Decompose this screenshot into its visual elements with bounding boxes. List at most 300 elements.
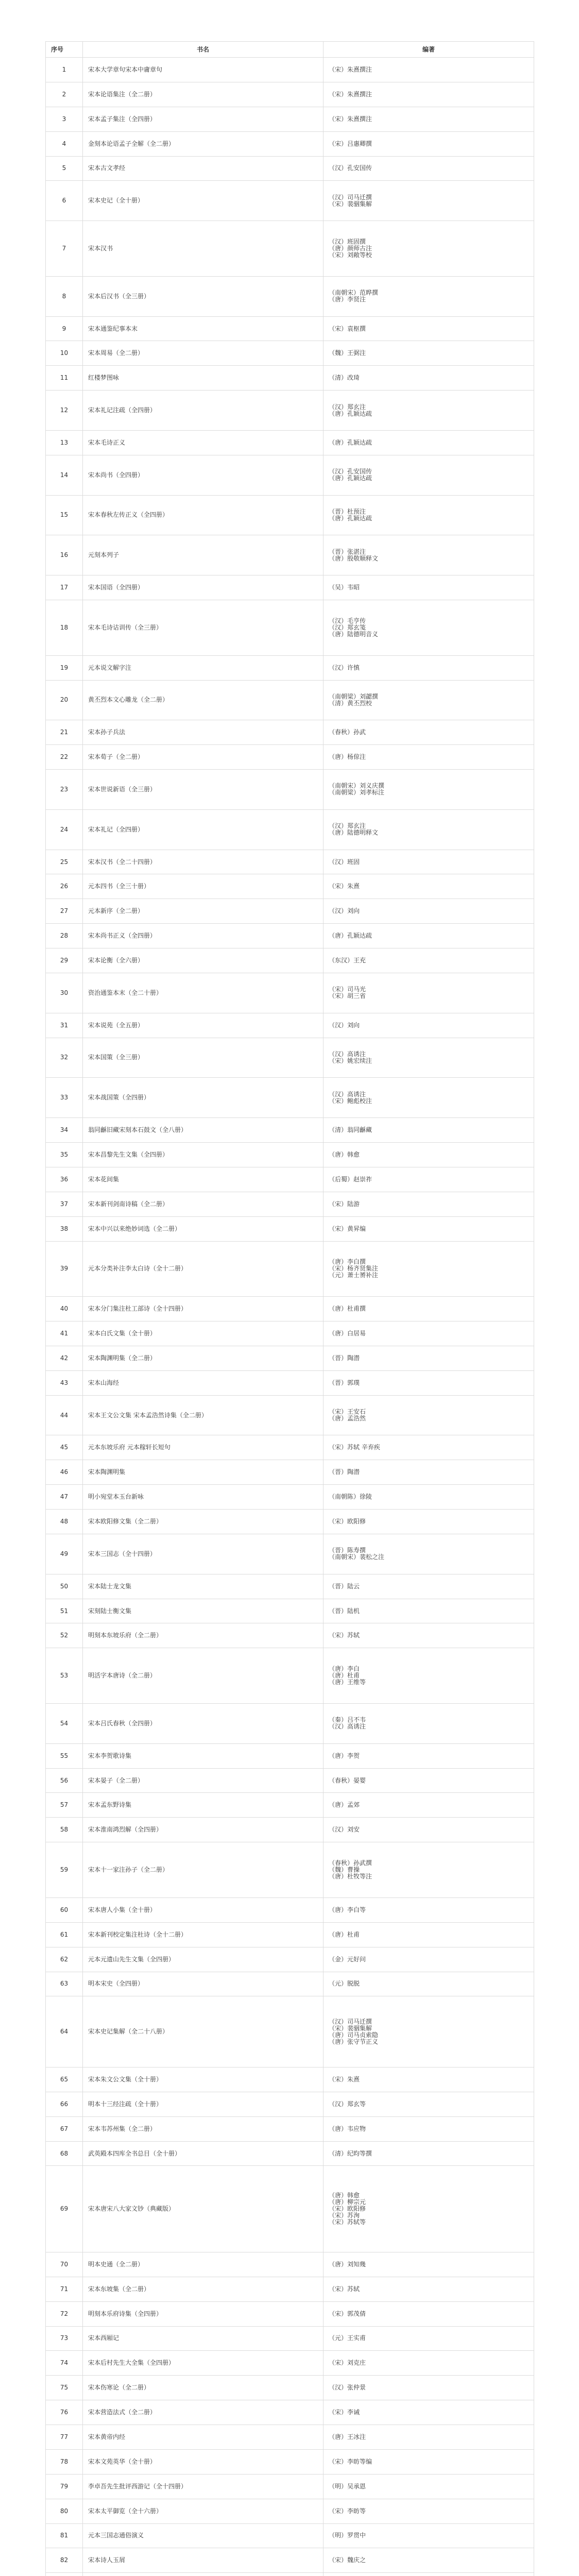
table-row (46, 1996, 534, 2067)
book-authors (323, 1143, 534, 1167)
author-line: （唐）白居易 (329, 1329, 366, 1337)
row-number: 60 (46, 1897, 83, 1922)
author-line: （唐）杜牧等注 (329, 1873, 372, 1880)
book-authors (323, 2141, 534, 2166)
row-number: 21 (46, 720, 83, 745)
book-title: 宋本国语（全四册） (83, 575, 323, 600)
book-authors (323, 1435, 534, 1460)
table-row (46, 680, 534, 720)
author-line: （宋）欧阳修 (329, 1517, 366, 1525)
book-title: 宋本白氏文集（全十册） (83, 1321, 323, 1346)
row-number: 12 (46, 391, 83, 431)
row-number: 66 (46, 2092, 83, 2116)
row-number: 33 (46, 1078, 83, 1118)
book-authors (323, 1743, 534, 1768)
author-line: （宋）李昉等 (329, 2507, 366, 2515)
author-line: （汉）郑玄注 (329, 822, 366, 830)
row-number: 39 (46, 1241, 83, 1297)
author-line: （秦）吕不韦 (329, 1716, 366, 1724)
table-row (46, 1460, 534, 1485)
table-row (46, 1818, 534, 1842)
author-line: （唐）李贤注 (329, 296, 366, 303)
row-number: 70 (46, 2252, 83, 2277)
table-row (46, 535, 534, 575)
book-authors (323, 366, 534, 391)
author-line: （唐）李白 (329, 1665, 360, 1673)
book-authors (323, 2116, 534, 2141)
table-row (46, 850, 534, 874)
book-title: 宋本说苑（全五册） (83, 1013, 323, 1038)
author-line: （唐）王冰注 (329, 2433, 366, 2441)
table-row (46, 899, 534, 924)
book-title: 黄丕烈本文心雕龙（全二册） (83, 680, 323, 720)
author-line: （南朝宋）范晔撰 (329, 289, 379, 297)
book-title: 宋本文苑英华（全十册） (83, 2449, 323, 2474)
author-line: （汉）高诱注 (329, 1090, 366, 1098)
row-number: 31 (46, 1013, 83, 1038)
book-title: 宋本陆士龙文集 (83, 1574, 323, 1599)
author-line: （清）翁同龢藏 (329, 1126, 372, 1134)
row-number: 4 (46, 131, 83, 156)
author-line: （汉）司马迁撰 (329, 2018, 372, 2025)
row-number: 38 (46, 1216, 83, 1241)
book-title: 宋本唐宋八大家文钞（典藏版） (83, 2166, 323, 2252)
author-line: （宋）苏轼 (329, 1632, 360, 1639)
author-line: （宋）司马光 (329, 986, 366, 993)
column-header-title: 书名 (83, 42, 323, 58)
book-authors (323, 82, 534, 107)
author-line: （南朝宋）裴松之注 (329, 1553, 385, 1561)
book-authors (323, 1038, 534, 1078)
book-authors (323, 1842, 534, 1898)
table-row (46, 2141, 534, 2166)
book-authors (323, 1241, 534, 1297)
book-title: 宋本晏子（全二册） (83, 1768, 323, 1793)
book-title: 明小宛堂本玉台新咏 (83, 1485, 323, 1510)
table-body (46, 58, 534, 2576)
row-number: 78 (46, 2449, 83, 2474)
author-line: （汉）许慎 (329, 664, 360, 671)
author-line: （唐）孟郊 (329, 1801, 360, 1809)
book-authors (323, 2277, 534, 2301)
author-line: （宋）李诫 (329, 2409, 360, 2416)
author-line: （唐）柳宗元 (329, 2198, 366, 2206)
table-row (46, 1599, 534, 1623)
book-title: 宋本黄帝内经 (83, 2425, 323, 2450)
book-title: 宋本朱文公文集（全十册） (83, 2067, 323, 2092)
row-number: 13 (46, 430, 83, 455)
book-title: 元本东坡乐府 元本稼轩长短句 (83, 1435, 323, 1460)
table-row (46, 2523, 534, 2548)
table-row (46, 82, 534, 107)
book-title: 宋本太平御览（全十六册） (83, 2499, 323, 2523)
book-authors (323, 391, 534, 431)
book-authors (323, 1118, 534, 1143)
row-number: 75 (46, 2376, 83, 2400)
table-row (46, 2376, 534, 2400)
book-authors (323, 899, 534, 924)
author-line: （宋）魏庆之 (329, 2556, 366, 2564)
table-row (46, 1297, 534, 1321)
table-row (46, 600, 534, 656)
author-line: （唐）司马贞索隐 (329, 2031, 379, 2039)
table-row (46, 1897, 534, 1922)
table-row (46, 2548, 534, 2573)
row-number: 15 (46, 495, 83, 535)
author-line: （元）萧士赟补注 (329, 1272, 379, 1279)
table-row (46, 1143, 534, 1167)
book-title: 宋刻陆士衡文集 (83, 1599, 323, 1623)
table-row (46, 2573, 534, 2576)
book-title: 宋本史记集解（全二十八册） (83, 1996, 323, 2067)
table-row (46, 575, 534, 600)
row-number: 63 (46, 1972, 83, 1996)
author-line: （宋）朱熹撰注 (329, 65, 372, 73)
book-authors (323, 1167, 534, 1192)
author-line: （汉）高诱注 (329, 1050, 366, 1058)
row-number: 43 (46, 1370, 83, 1395)
table-row (46, 770, 534, 810)
row-number: 9 (46, 316, 83, 341)
author-line: （汉）孔安国传 (329, 468, 372, 476)
table-row (46, 1947, 534, 1972)
row-number: 25 (46, 850, 83, 874)
author-line: （宋）苏轼 辛弃疾 (329, 1444, 380, 1451)
book-title: 宋本孟子集注（全四册） (83, 107, 323, 131)
row-number: 40 (46, 1297, 83, 1321)
book-authors (323, 2301, 534, 2326)
table-row (46, 720, 534, 745)
table-row (46, 1192, 534, 1216)
author-line: （春秋）孙武 (329, 728, 366, 736)
book-authors (323, 1818, 534, 1842)
book-authors (323, 535, 534, 575)
author-line: （南朝陈）徐陵 (329, 1493, 372, 1501)
book-title: 元本元遗山先生文集（全四册） (83, 1947, 323, 1972)
table-row (46, 221, 534, 277)
row-number: 58 (46, 1818, 83, 1842)
author-line: （宋）郭茂倩 (329, 2310, 366, 2317)
book-list-table (45, 41, 534, 2576)
row-number: 22 (46, 745, 83, 770)
row-number: 18 (46, 600, 83, 656)
author-line: （宋）苏轼 (329, 2285, 360, 2293)
book-title: 李卓吾先生批评西游记（全十四册） (83, 2474, 323, 2499)
book-authors (323, 575, 534, 600)
table-row (46, 455, 534, 495)
book-authors (323, 1078, 534, 1118)
author-line: （魏）王弼注 (329, 349, 366, 357)
column-header-authors: 编著 (323, 42, 534, 58)
row-number: 17 (46, 575, 83, 600)
row-number: 62 (46, 1947, 83, 1972)
row-number: 57 (46, 1793, 83, 1818)
author-line: （宋）朱熹 (329, 2075, 360, 2083)
book-title: 宋本吕氏春秋（全四册） (83, 1703, 323, 1743)
book-title: 宋本礼记（全四册） (83, 809, 323, 850)
table-row (46, 1534, 534, 1574)
book-authors (323, 156, 534, 181)
author-line: （唐）刘知幾 (329, 2260, 366, 2268)
book-authors (323, 2092, 534, 2116)
book-authors (323, 2166, 534, 2252)
book-authors (323, 2400, 534, 2425)
book-title: 宋本王文公文集 宋本孟浩然诗集（全二册） (83, 1395, 323, 1435)
row-number: 23 (46, 770, 83, 810)
row-number: 41 (46, 1321, 83, 1346)
table-row (46, 1648, 534, 1704)
book-authors (323, 1346, 534, 1370)
book-authors (323, 680, 534, 720)
row-number: 6 (46, 181, 83, 221)
row-number: 49 (46, 1534, 83, 1574)
book-title: 宋本荀子（全二册） (83, 745, 323, 770)
row-number: 29 (46, 948, 83, 973)
row-number: 79 (46, 2474, 83, 2499)
row-number: 47 (46, 1485, 83, 1510)
author-line: （唐）韩愈 (329, 1150, 360, 1158)
table-row (46, 430, 534, 455)
table-row (46, 107, 534, 131)
book-authors (323, 655, 534, 680)
row-number: 65 (46, 2067, 83, 2092)
author-line: （春秋）晏婴 (329, 1776, 366, 1784)
row-number: 44 (46, 1395, 83, 1435)
author-line: （汉）刘安 (329, 1826, 360, 1834)
row-number: 36 (46, 1167, 83, 1192)
table-row (46, 2092, 534, 2116)
author-line: （唐）陆德明音义 (329, 630, 379, 638)
author-line: （宋）杨齐贤集注 (329, 1265, 379, 1273)
author-line: （后蜀）赵崇祚 (329, 1175, 372, 1183)
table-row (46, 2499, 534, 2523)
author-line: （汉）郑玄注 (329, 403, 366, 411)
book-title: 明刻本东坡乐府（全二册） (83, 1623, 323, 1648)
author-line: （唐）李白撰 (329, 1258, 366, 1266)
table-row (46, 2425, 534, 2450)
table-row (46, 181, 534, 221)
book-title: 明刻本乐府诗集（全四册） (83, 2301, 323, 2326)
book-title: 资治通鉴本末（全二十册） (83, 973, 323, 1013)
row-number: 59 (46, 1842, 83, 1898)
book-authors (323, 1599, 534, 1623)
author-line: （清）纪昀等撰 (329, 2149, 372, 2157)
book-title: 宋本古文孝经 (83, 156, 323, 181)
book-authors (323, 745, 534, 770)
book-authors (323, 181, 534, 221)
table-row (46, 1510, 534, 1534)
author-line: （晋）陆机 (329, 1607, 360, 1615)
author-line: （汉）郑玄笺 (329, 623, 366, 631)
table-row (46, 276, 534, 316)
table-row (46, 1038, 534, 1078)
author-line: （宋）鲍彪校注 (329, 1097, 372, 1105)
row-number: 27 (46, 899, 83, 924)
author-line: （唐）王维等 (329, 1679, 366, 1686)
author-line: （宋）朱熹撰注 (329, 115, 372, 123)
author-line: （元）王实甫 (329, 2334, 366, 2342)
author-line: （晋）陶潜 (329, 1354, 360, 1362)
author-line: （唐）殷敬顺释文 (329, 554, 379, 562)
table-row (46, 1078, 534, 1118)
table-row (46, 1346, 534, 1370)
book-title: 宋本中兴以来绝妙词选（全二册） (83, 1216, 323, 1241)
author-line: （晋）陆云 (329, 1582, 360, 1590)
author-line: （南朝梁）刘孝标注 (329, 789, 385, 796)
book-title: 宋本论衡（全六册） (83, 948, 323, 973)
table-row (46, 1574, 534, 1599)
table-row (46, 1013, 534, 1038)
book-authors (323, 2351, 534, 2376)
book-title: 宋本营造法式（全二册） (83, 2400, 323, 2425)
author-line: （宋）裴骃集解 (329, 200, 372, 208)
book-title: 元本新序（全二册） (83, 899, 323, 924)
author-line: （宋）朱熹撰注 (329, 90, 372, 98)
author-line: （宋）苏轼等 (329, 2218, 366, 2226)
book-title: 宋本花间集 (83, 1167, 323, 1192)
row-number: 80 (46, 2499, 83, 2523)
table-row (46, 1370, 534, 1395)
table-row (46, 1972, 534, 1996)
table-row (46, 874, 534, 899)
book-authors (323, 131, 534, 156)
table-row (46, 655, 534, 680)
book-authors (323, 2499, 534, 2523)
row-number: 64 (46, 1996, 83, 2067)
author-line: （元）脱脱 (329, 1980, 360, 1988)
author-line: （清）黄丕烈校 (329, 699, 372, 707)
book-authors (323, 1192, 534, 1216)
author-line: （唐）杜甫 (329, 1672, 360, 1680)
book-title: 宋本孟东野诗集 (83, 1793, 323, 1818)
row-number: 50 (46, 1574, 83, 1599)
row-number: 67 (46, 2116, 83, 2141)
row-number: 69 (46, 2166, 83, 2252)
row-number: 32 (46, 1038, 83, 1078)
table-row (46, 2474, 534, 2499)
author-line: （唐）韩愈 (329, 2192, 360, 2199)
table-row (46, 366, 534, 391)
row-number: 81 (46, 2523, 83, 2548)
book-title: 宋本史记（全十册） (83, 181, 323, 221)
book-authors (323, 1996, 534, 2067)
author-line: （汉）郑玄等 (329, 2100, 366, 2108)
book-title: 宋本春秋左传正义（全四册） (83, 495, 323, 535)
book-list-container (45, 41, 534, 2576)
author-line: （唐）孔颖达疏 (329, 410, 372, 417)
book-authors (323, 1534, 534, 1574)
row-number: 1 (46, 58, 83, 82)
row-number: 73 (46, 2326, 83, 2351)
author-line: （宋）胡三省 (329, 992, 366, 1000)
book-title: 明本史通（全二册） (83, 2252, 323, 2277)
book-authors (323, 973, 534, 1013)
author-line: （宋）黄昇编 (329, 1225, 366, 1232)
author-line: （春秋）孙武撰 (329, 1859, 372, 1867)
table-row (46, 2166, 534, 2252)
book-title: 宋本毛诗正义 (83, 430, 323, 455)
table-row (46, 1321, 534, 1346)
book-title: 宋本毛诗诂训传（全三册） (83, 600, 323, 656)
book-authors (323, 495, 534, 535)
book-title: 红楼梦图咏 (83, 366, 323, 391)
book-authors (323, 1703, 534, 1743)
table-row (46, 156, 534, 181)
book-title: 宋本孙子兵法 (83, 720, 323, 745)
book-authors (323, 1922, 534, 1947)
row-number: 11 (46, 366, 83, 391)
table-row (46, 1703, 534, 1743)
author-line: （晋）陈寿撰 (329, 1547, 366, 1554)
book-authors (323, 1013, 534, 1038)
author-line: （宋）李昉等编 (329, 2458, 372, 2465)
table-row (46, 2449, 534, 2474)
table-row (46, 316, 534, 341)
row-number: 35 (46, 1143, 83, 1167)
book-authors (323, 1947, 534, 1972)
table-row (46, 391, 534, 431)
table-row (46, 2067, 534, 2092)
book-authors (323, 770, 534, 810)
table-row (46, 1922, 534, 1947)
book-title: 宋本十一家注孙子（全二册） (83, 1842, 323, 1898)
book-title: 宋本尚书（全四册） (83, 455, 323, 495)
table-row (46, 341, 534, 366)
row-number: 30 (46, 973, 83, 1013)
book-title: 宋本三国志（全十四册） (83, 1534, 323, 1574)
book-title: 元刻本列子 (83, 535, 323, 575)
author-line: （唐）杨倞注 (329, 753, 366, 761)
author-line: （明）吴承恩 (329, 2482, 366, 2490)
book-title: 宋本后汉书（全三册） (83, 276, 323, 316)
author-line: （宋）姚宏续注 (329, 1057, 372, 1064)
row-number: 3 (46, 107, 83, 131)
table-row (46, 58, 534, 82)
author-line: （宋）刘克庄 (329, 2359, 366, 2367)
book-authors (323, 948, 534, 973)
table-row (46, 924, 534, 948)
row-number: 74 (46, 2351, 83, 2376)
row-number: 28 (46, 924, 83, 948)
book-title: 翁同龢旧藏宋刻本石鼓文（全八册） (83, 1118, 323, 1143)
table-row (46, 809, 534, 850)
table-row (46, 1842, 534, 1898)
book-title: 宋本李贺歌诗集 (83, 1743, 323, 1768)
book-authors (323, 850, 534, 874)
row-number: 19 (46, 655, 83, 680)
author-line: （汉）班固撰 (329, 238, 366, 245)
row-number: 34 (46, 1118, 83, 1143)
row-number: 46 (46, 1460, 83, 1485)
table-row (46, 1241, 534, 1297)
author-line: （唐）杜甫 (329, 1930, 360, 1938)
book-authors (323, 430, 534, 455)
book-title: 宋本伤寒论（全二册） (83, 2376, 323, 2400)
author-line: （宋）刘敞等校 (329, 251, 372, 259)
book-title: 宋本大学章句宋本中庸章句 (83, 58, 323, 82)
row-number: 72 (46, 2301, 83, 2326)
book-authors (323, 1648, 534, 1704)
author-line: （清）改琦 (329, 374, 360, 382)
author-line: （唐）李白等 (329, 1906, 366, 1913)
table-row (46, 1793, 534, 1818)
table-row (46, 2400, 534, 2425)
book-authors (323, 58, 534, 82)
row-number: 48 (46, 1510, 83, 1534)
book-authors (323, 1321, 534, 1346)
author-line: （宋）陆游 (329, 1200, 360, 1208)
table-row (46, 1768, 534, 1793)
